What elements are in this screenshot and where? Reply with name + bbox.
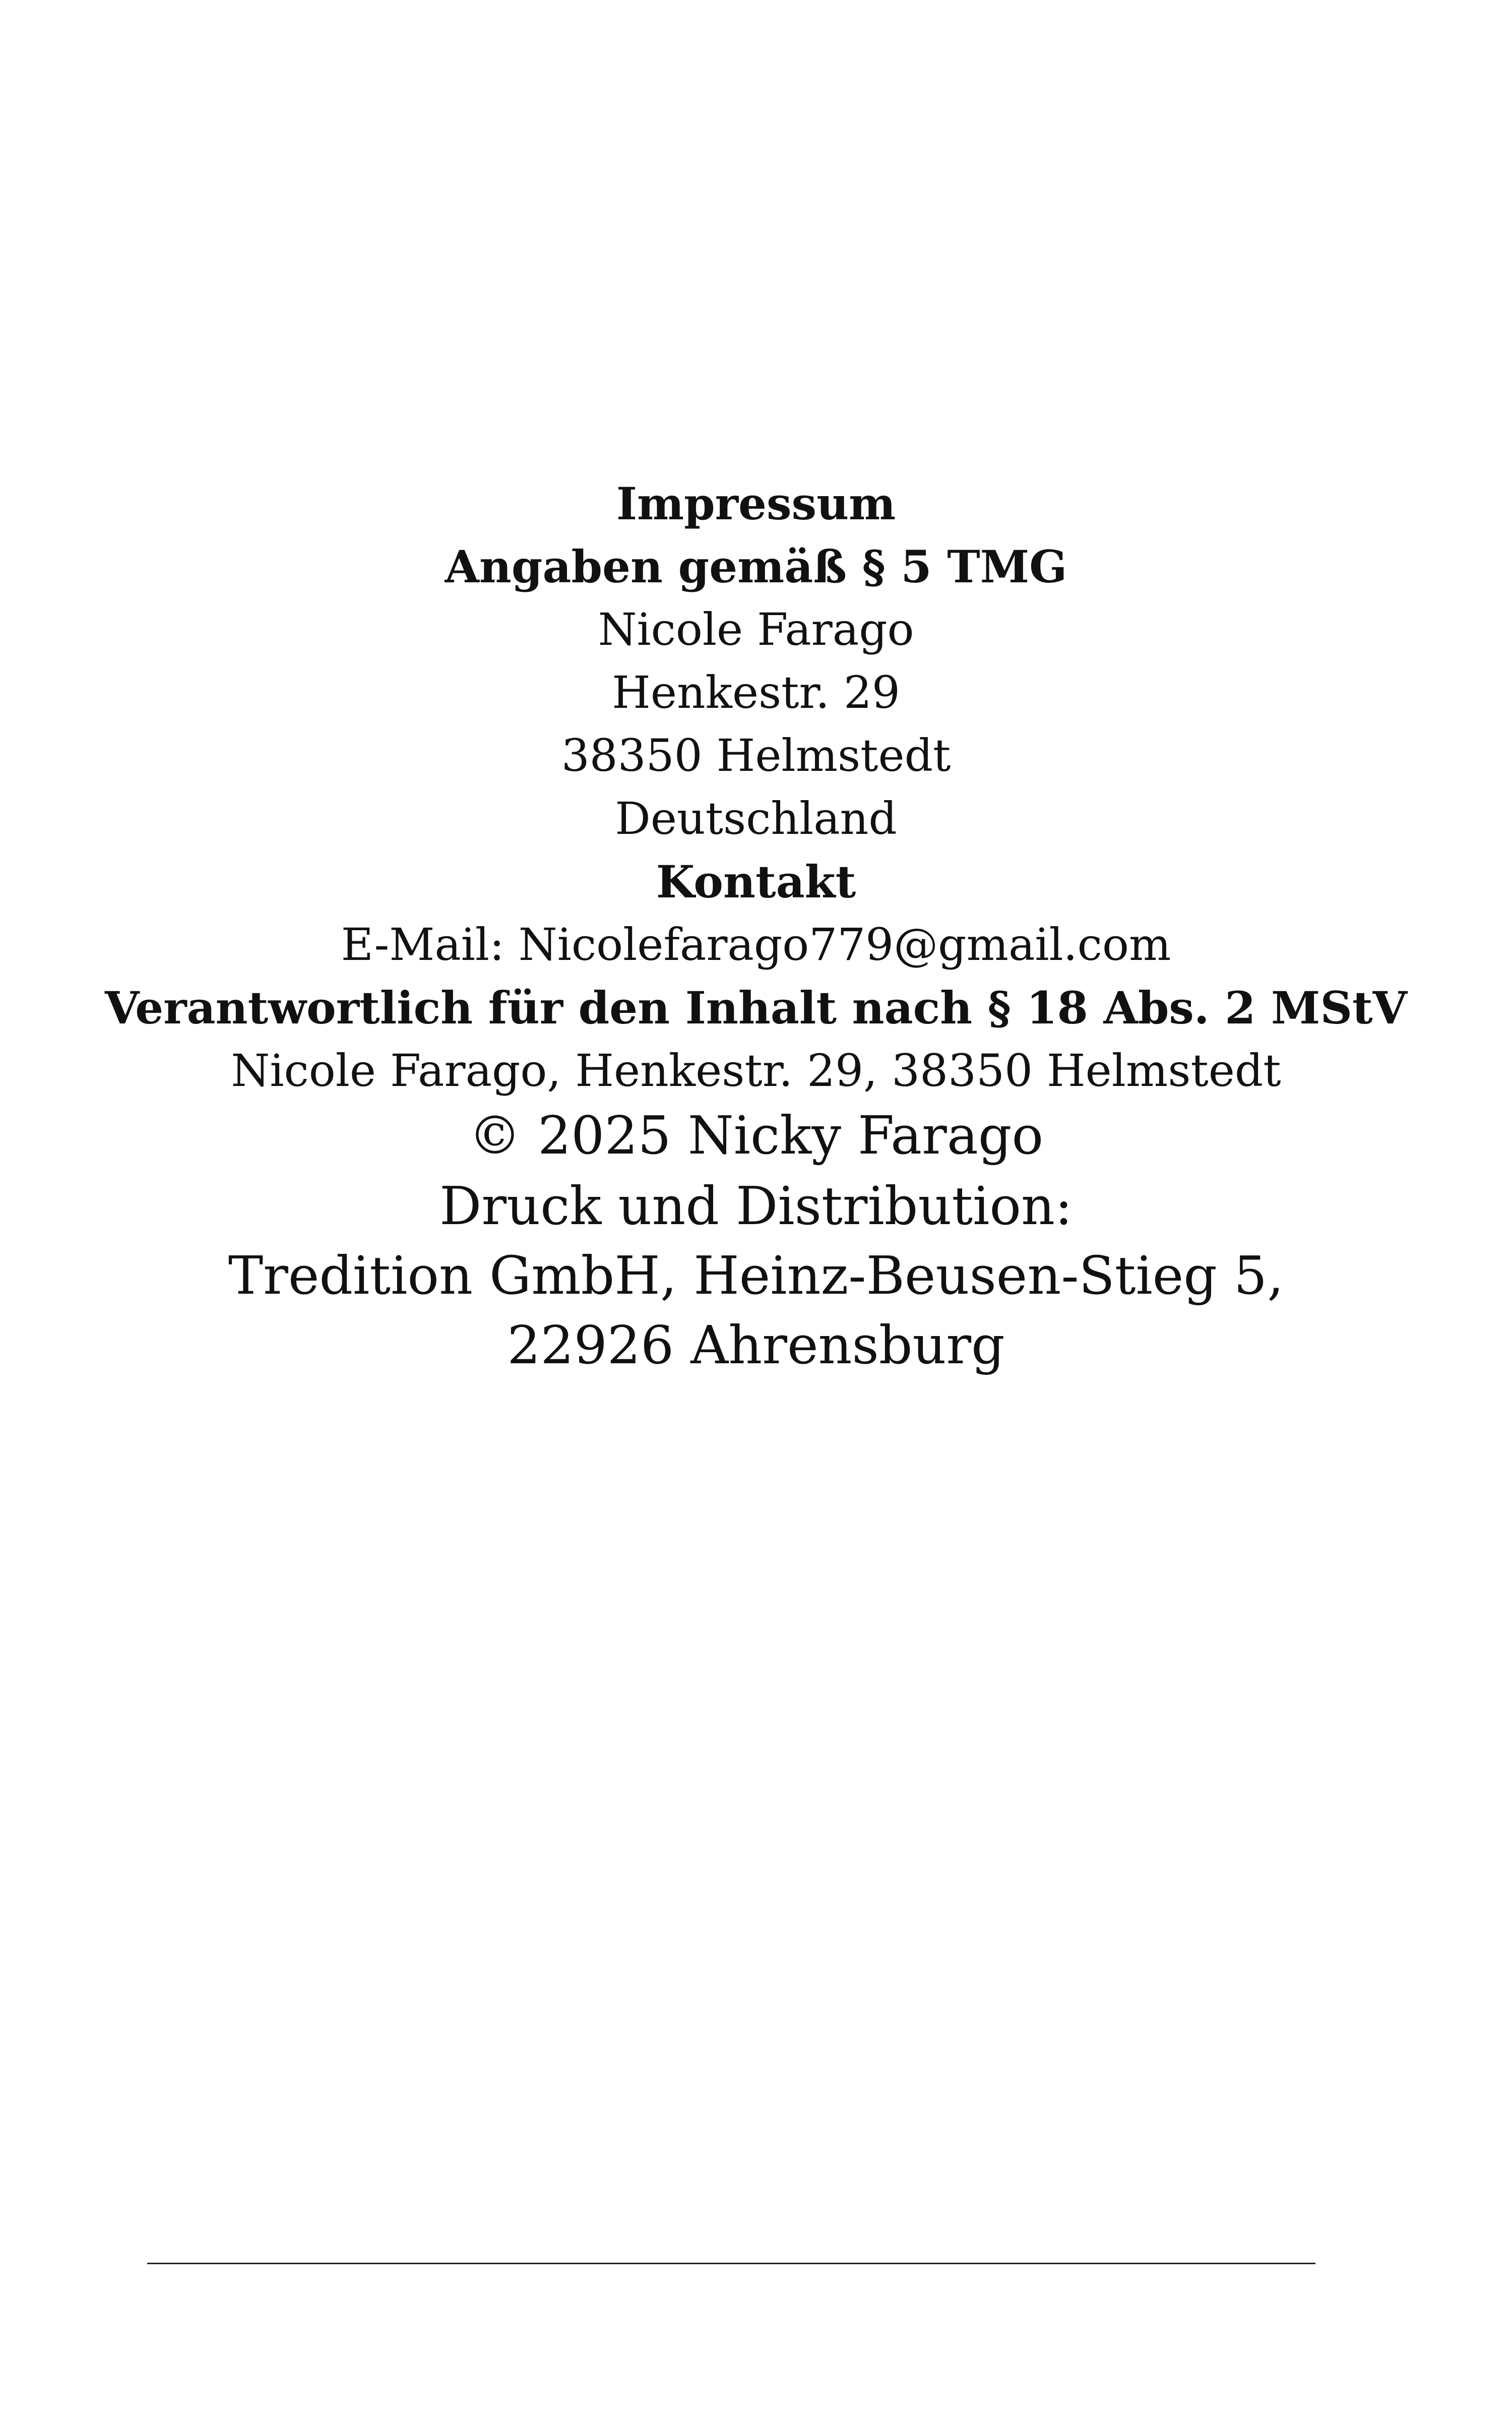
printer-line: Tredition GmbH, Heinz-Beusen-Stieg 5, <box>228 1245 1284 1306</box>
responsible-line: Nicole Farago, Henkestr. 29, 38350 Helmstedt <box>231 1045 1281 1097</box>
owner-city: 38350 Helmstedt <box>561 730 951 781</box>
owner-name: Nicole Farago <box>598 603 914 655</box>
legal-heading: Angaben gemäß § 5 TMG <box>445 540 1067 593</box>
contact-heading: Kontakt <box>656 856 856 908</box>
owner-street: Henkestr. 29 <box>612 667 900 718</box>
email-line: E-Mail: Nicolefarago779@gmail.com <box>341 919 1171 971</box>
responsible-heading: Verantwortlich für den Inhalt nach § 18 Abs. 2 MStV <box>105 982 1407 1034</box>
owner-country: Deutschland <box>615 793 897 844</box>
printer-city: 22926 Ahrensburg <box>507 1314 1005 1376</box>
impressum-heading: Impressum <box>616 477 896 530</box>
print-heading: Druck und Distribution: <box>439 1175 1073 1237</box>
copyright-line: © 2025 Nicky Farago <box>468 1105 1044 1166</box>
footer-rule <box>147 2263 1315 2264</box>
